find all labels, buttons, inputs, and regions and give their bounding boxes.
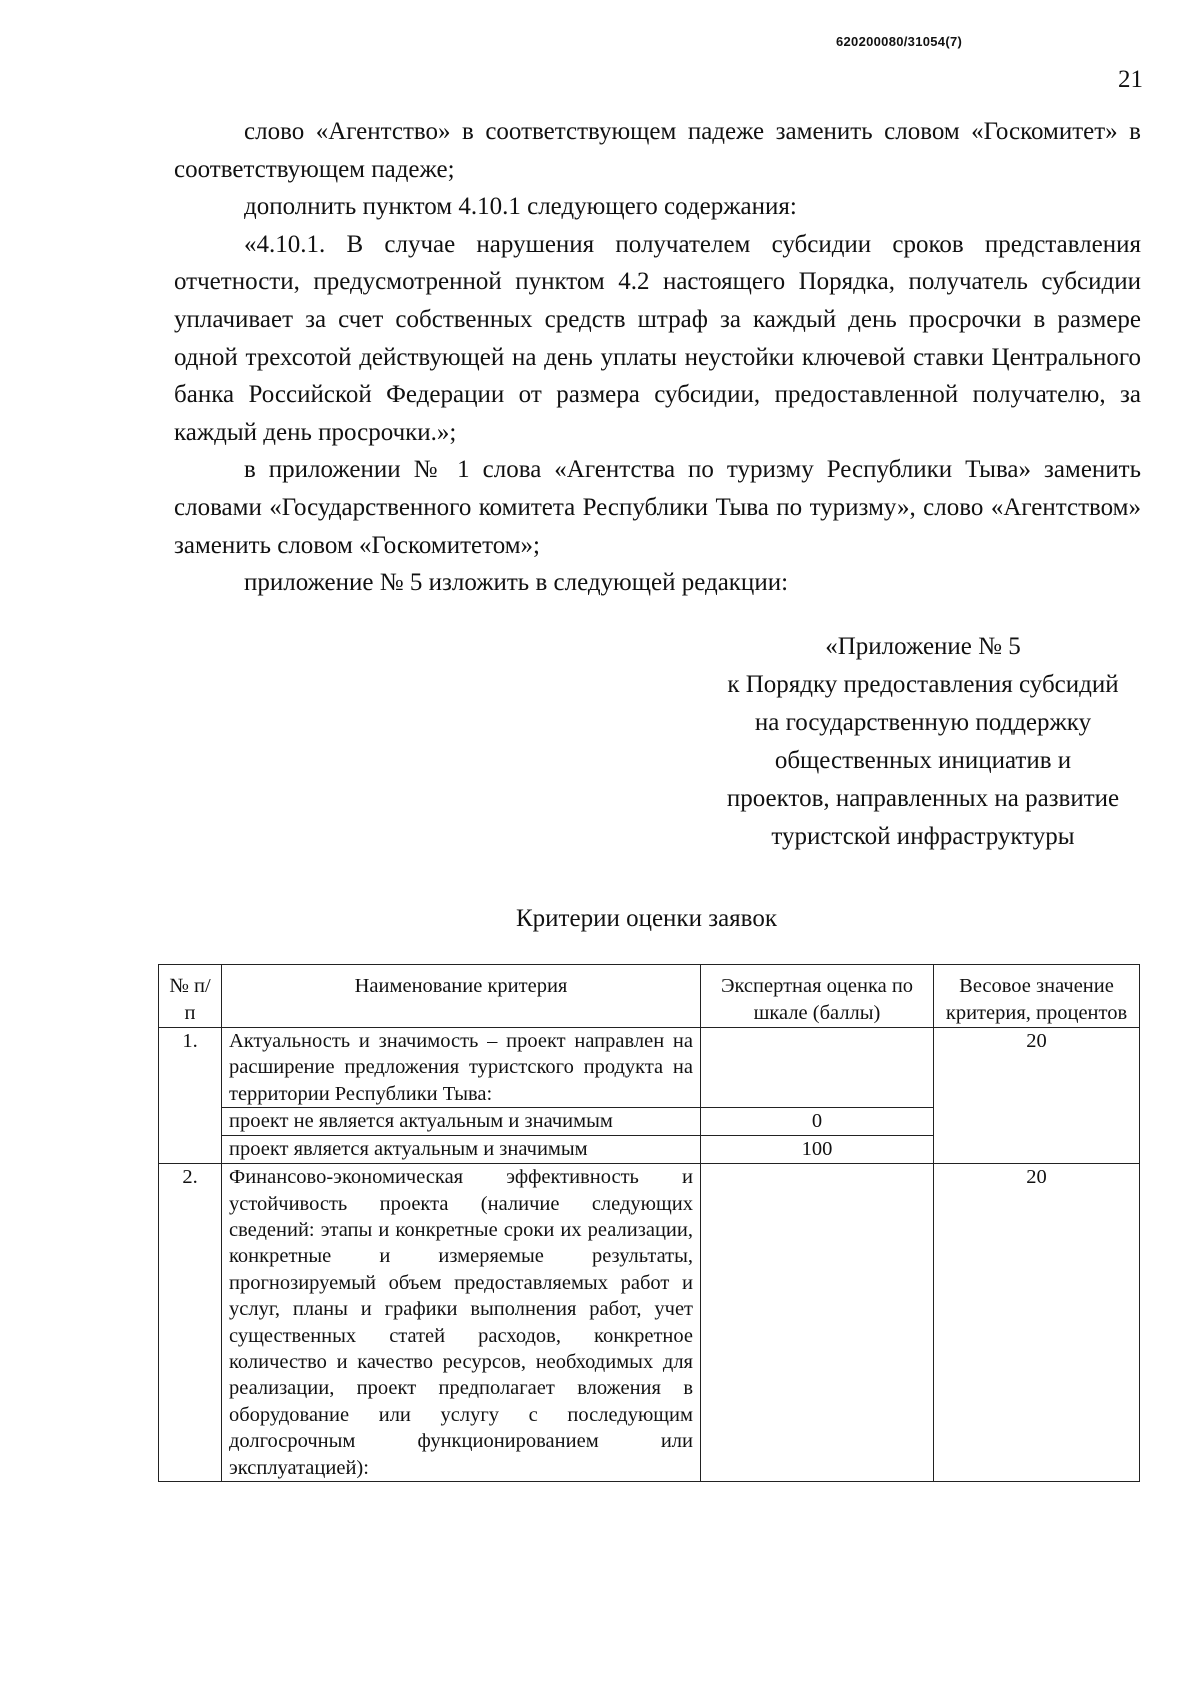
appendix-line: туристской инфраструктуры (771, 823, 1075, 850)
header-num: № п/п (159, 965, 222, 1028)
row-criterion: Финансово-экономическая эффективность и устойчивость проекта (наличие следующих сведений: этапы и конкретные сроки их реализации, конкретные и измеряемые результаты, прогнозируемый объем предоставляемых работ и услуг, планы и графики выполнения работ, учет существенных статей расходов, конкретное количество и качество ресурсов, необходимых для реализации, проект предполагает вложения в оборудование или услугу с последующим долгосрочным функционированием или эксплуатацией): (222, 1164, 701, 1482)
subrow-criterion: проект не является актуальным и значимым (222, 1108, 701, 1136)
table-header-row (159, 965, 1140, 1028)
row-weight: 20 (934, 1028, 1140, 1164)
table-row (159, 1028, 1140, 1108)
row-criterion: Актуальность и значимость – проект направлен на расширение предложения туристского продукта на территории Республики Тыва: (222, 1028, 701, 1108)
header-score: Экспертная оценка по шкале (баллы) (701, 965, 934, 1028)
appendix-line: общественных инициатив и (774, 747, 1072, 774)
appendix-line: на государственную поддержку (754, 709, 1092, 736)
paragraph-add-clause: дополнить пунктом 4.10.1 следующего содержания: (244, 193, 797, 221)
paragraph-clause-4-10-1: «4.10.1. В случае нарушения получателем субсидии сроков представления отчетности, предусмотренной пунктом 4.2 настоящего Порядка, получатель субсидии уплачивает за счет собственных средств штраф за каждый день просрочки в размере одной трехсотой действующей на день уплаты неустойки ключевой ставки Центрального банка Российской Федерации от размера субсидии, предоставленной получателю, за каждый день просрочки.»; (174, 230, 1141, 446)
body-text (174, 113, 1141, 602)
paragraph-replace-agency: слово «Агентство» в соответствующем падеже заменить словом «Госкомитет» в соответствующем падеже; (174, 118, 1141, 183)
subrow-criterion: проект является актуальным и значимым (222, 1136, 701, 1164)
appendix-heading (683, 628, 1163, 856)
subrow-score: 100 (701, 1136, 934, 1164)
table-row (159, 1164, 1140, 1482)
row-num: 1. (159, 1028, 222, 1164)
row-num: 2. (159, 1164, 222, 1482)
row-weight: 20 (934, 1164, 1140, 1482)
row-score-empty (701, 1164, 934, 1482)
criteria-table (158, 964, 1140, 1482)
subrow-score: 0 (701, 1108, 934, 1136)
appendix-line: проектов, направленных на развитие (726, 785, 1120, 812)
header-weight: Весовое значение критерия, процентов (934, 965, 1140, 1028)
row-score-empty (701, 1028, 934, 1108)
header-name: Наименование критерия (222, 965, 701, 1028)
appendix-line: «Приложение № 5 (825, 633, 1021, 660)
document-id: 620200080/31054(7) (836, 34, 963, 49)
page-number: 21 (1118, 66, 1143, 93)
paragraph-appendix-5: приложение № 5 изложить в следующей редакции: (244, 569, 789, 597)
paragraph-appendix-1: в приложении № 1 слова «Агентства по туризму Республики Тыва» заменить словами «Государственного комитета Республики Тыва по туризму», слово «Агентством» заменить словом «Госкомитетом»; (174, 456, 1141, 559)
appendix-line: к Порядку предоставления субсидий (727, 671, 1119, 698)
table-title: Критерии оценки заявок (516, 905, 777, 932)
